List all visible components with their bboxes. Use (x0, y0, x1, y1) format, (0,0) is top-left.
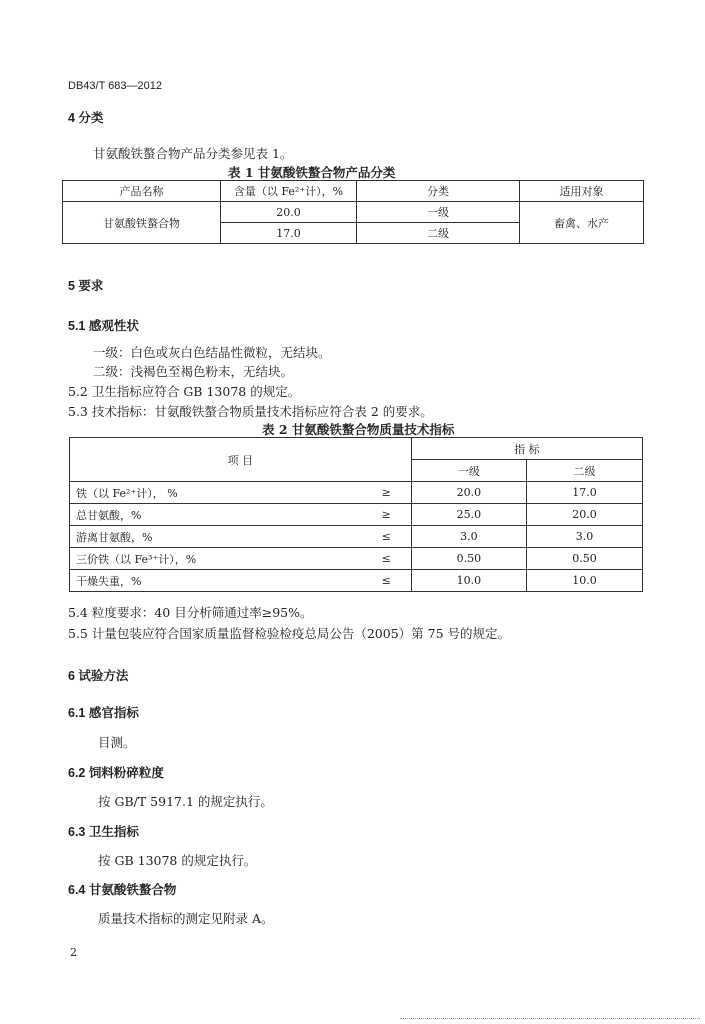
page-number: 2 (70, 946, 77, 959)
table-row (70, 548, 643, 570)
section-6-2-title: 6.2 饲料粉碎粒度 (68, 766, 164, 780)
table-row (70, 504, 643, 526)
table-row (63, 181, 644, 202)
table-2-grade-1-value: 20.0 (411, 482, 526, 504)
table-2-grade-1-value: 25.0 (411, 504, 526, 526)
section-6-1-body: 目测。 (98, 735, 136, 750)
table-1-content: 17.0 (221, 223, 357, 244)
table-2-header-grade-1: 一级 (411, 460, 526, 482)
table-1-header-applicable: 适用对象 (520, 181, 644, 202)
table-2-symbol: ≥ (333, 504, 411, 526)
table-2-header-grade-2: 二级 (526, 460, 642, 482)
table-2-item: 三价铁（以 Fe³⁺计），% (70, 548, 334, 570)
table-1-product-name: 甘氨酸铁螯合物 (63, 202, 221, 244)
table-row (63, 202, 644, 223)
section-5-3: 5.3 技术指标：甘氨酸铁螯合物质量技术指标应符合表 2 的要求。 (68, 404, 433, 419)
table-2-grade-1-value: 0.50 (411, 548, 526, 570)
table-2-grade-2-value: 17.0 (526, 482, 642, 504)
section-5-5: 5.5 计量包装应符合国家质量监督检验检疫总局公告（2005）第 75 号的规定。 (68, 626, 511, 641)
table-2-caption: 表 2 甘氨酸铁螯合物质量技术指标 (262, 422, 455, 437)
section-5-heading: 5 要求 (68, 279, 104, 293)
section-5-4: 5.4 粒度要求：40 目分析筛通过率≥95%。 (68, 605, 313, 620)
table-2-symbol: ≥ (333, 482, 411, 504)
table-2-item: 总甘氨酸，% (70, 504, 334, 526)
table-2-symbol: ≤ (333, 526, 411, 548)
section-6-1-title: 6.1 感官指标 (68, 706, 139, 720)
section-6-2-body: 按 GB/T 5917.1 的规定执行。 (98, 794, 273, 809)
table-2-item: 铁（以 Fe²⁺计）， % (70, 482, 334, 504)
table-2-grade-1-value: 3.0 (411, 526, 526, 548)
table-1-header-content: 含量（以 Fe²⁺计），% (221, 181, 357, 202)
table-2-item: 游离甘氨酸，% (70, 526, 334, 548)
table-2-grade-2-value: 0.50 (526, 548, 642, 570)
table-row (70, 526, 643, 548)
table-row (70, 570, 643, 592)
table-2 (69, 437, 643, 592)
table-1 (62, 180, 644, 244)
footer-rule (400, 1018, 700, 1019)
section-5-1-line-1: 一级：白色或灰白色结晶性微粒，无结块。 (93, 345, 331, 360)
table-row (70, 482, 643, 504)
table-2-symbol: ≤ (333, 548, 411, 570)
section-6-4-title: 6.4 甘氨酸铁螯合物 (68, 883, 177, 897)
table-2-header-index: 指 标 (411, 438, 642, 460)
table-1-header-name: 产品名称 (63, 181, 221, 202)
section-6-3-body: 按 GB 13078 的规定执行。 (98, 853, 257, 868)
table-1-header-grade: 分类 (357, 181, 520, 202)
section-4-intro: 甘氨酸铁螯合物产品分类参见表 1。 (93, 146, 293, 161)
section-5-2: 5.2 卫生指标应符合 GB 13078 的规定。 (68, 384, 301, 399)
table-row (70, 438, 643, 460)
table-1-content: 20.0 (221, 202, 357, 223)
table-1-grade: 二级 (357, 223, 520, 244)
table-2-header-item: 项 目 (70, 438, 412, 482)
table-2-grade-2-value: 20.0 (526, 504, 642, 526)
section-5-1-title: 5.1 感观性状 (68, 319, 139, 333)
table-2-grade-2-value: 10.0 (526, 570, 642, 592)
section-5-1-line-2: 二级：浅褐色至褐色粉末，无结块。 (93, 364, 294, 379)
section-4-heading: 4 分类 (68, 111, 104, 125)
table-1-caption: 表 1 甘氨酸铁螯合物产品分类 (228, 165, 396, 180)
table-2-grade-2-value: 3.0 (526, 526, 642, 548)
table-1-applicable: 畜禽、水产 (520, 202, 644, 244)
section-6-heading: 6 试验方法 (68, 669, 129, 683)
table-2-item: 干燥失重，% (70, 570, 334, 592)
doc-code: DB43/T 683—2012 (68, 80, 162, 92)
table-1-grade: 一级 (357, 202, 520, 223)
table-2-symbol: ≤ (333, 570, 411, 592)
section-6-3-title: 6.3 卫生指标 (68, 825, 139, 839)
section-6-4-body: 质量技术指标的测定见附录 A。 (98, 911, 274, 926)
table-2-grade-1-value: 10.0 (411, 570, 526, 592)
